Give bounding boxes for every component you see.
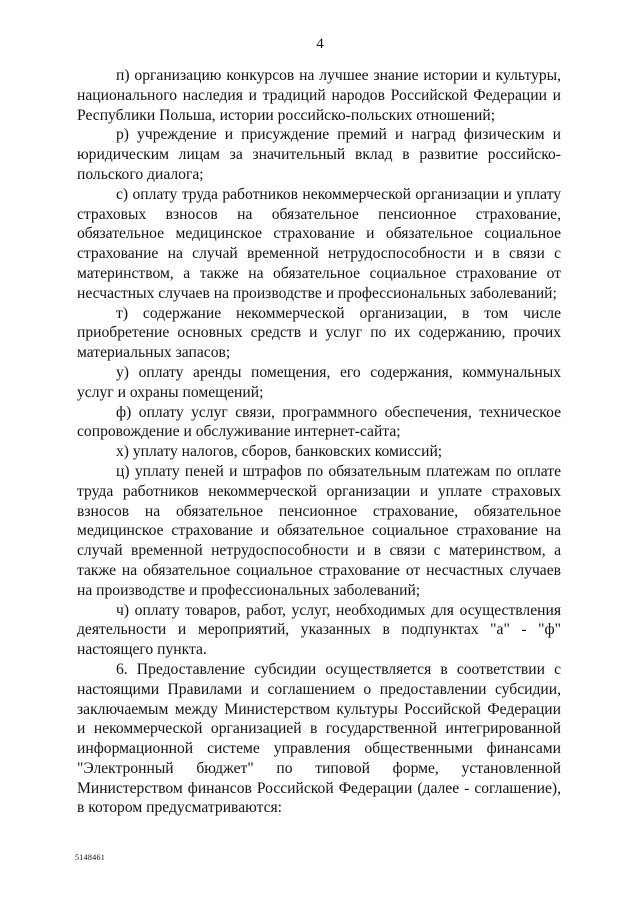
- page-number: 4: [316, 36, 324, 52]
- paragraph-subpoint-s: с) оплату труда работников некоммерческой организации и уплату страховых взносов на обязательное пенсионное страхование, обязательное медицинское страхование и обязательное социальное страхование на случай временной нетрудоспособности и в связи с материнством, а также на обязательное социальное страхование от несчастных случаев на производстве и профессиональных заболеваний;: [77, 185, 561, 302]
- paragraph-subpoint-r: р) учреждение и присуждение премий и наград физическим и юридическим лицам за значительный вклад в развитие российско-польского диалога;: [77, 126, 561, 183]
- document-code: 5148461: [75, 853, 106, 862]
- paragraph-clause-6: 6. Предоставление субсидии осуществляется в соответствии с настоящими Правилами и соглашением о предоставлении субсидии, заключаемым между Министерством культуры Российской Федерации и некоммерческой организацией в государственной интегрированной информационной системе управления общественными финансами "Электронный бюджет" по типовой форме, установленной Министерством финансов Российской Федерации (далее - соглашение), в котором предусматриваются:: [77, 660, 561, 817]
- paragraph-subpoint-f: ф) оплату услуг связи, программного обеспечения, техническое сопровождение и обслуживание интернет-сайта;: [77, 403, 561, 441]
- paragraph-subpoint-u: у) оплату аренды помещения, его содержания, коммунальных услуг и охраны помещений;: [77, 363, 561, 401]
- paragraph-subpoint-t: т) содержание некоммерческой организации, в том числе приобретение основных средств и услуг по их содержанию, прочих материальных запасов;: [77, 304, 561, 362]
- paragraph-subpoint-kh: х) уплату налогов, сборов, банковских комиссий;: [116, 443, 443, 461]
- document-body: [77, 66, 561, 818]
- paragraph-subpoint-p: п) организацию конкурсов на лучшее знание истории и культуры, национального наследия и традиций народов Российской Федерации и Республики Польша, истории российско-польских отношений;: [77, 67, 561, 124]
- paragraph-subpoint-ts: ц) уплату пеней и штрафов по обязательным платежам по оплате труда работников некоммерческой организации и уплате страховых взносов на обязательное пенсионное страхование, обязательное медицинское страхование и обязательное социальное страхование на случай временной нетрудоспособности и в связи с материнством, а также на обязательное социальное страхование от несчастных случаев на производстве и профессиональных заболеваний;: [77, 462, 561, 599]
- paragraph-subpoint-ch: ч) оплату товаров, работ, услуг, необходимых для осуществления деятельности и мероприятий, указанных в подпунктах "а" - "ф" настоящего пункта.: [77, 601, 561, 659]
